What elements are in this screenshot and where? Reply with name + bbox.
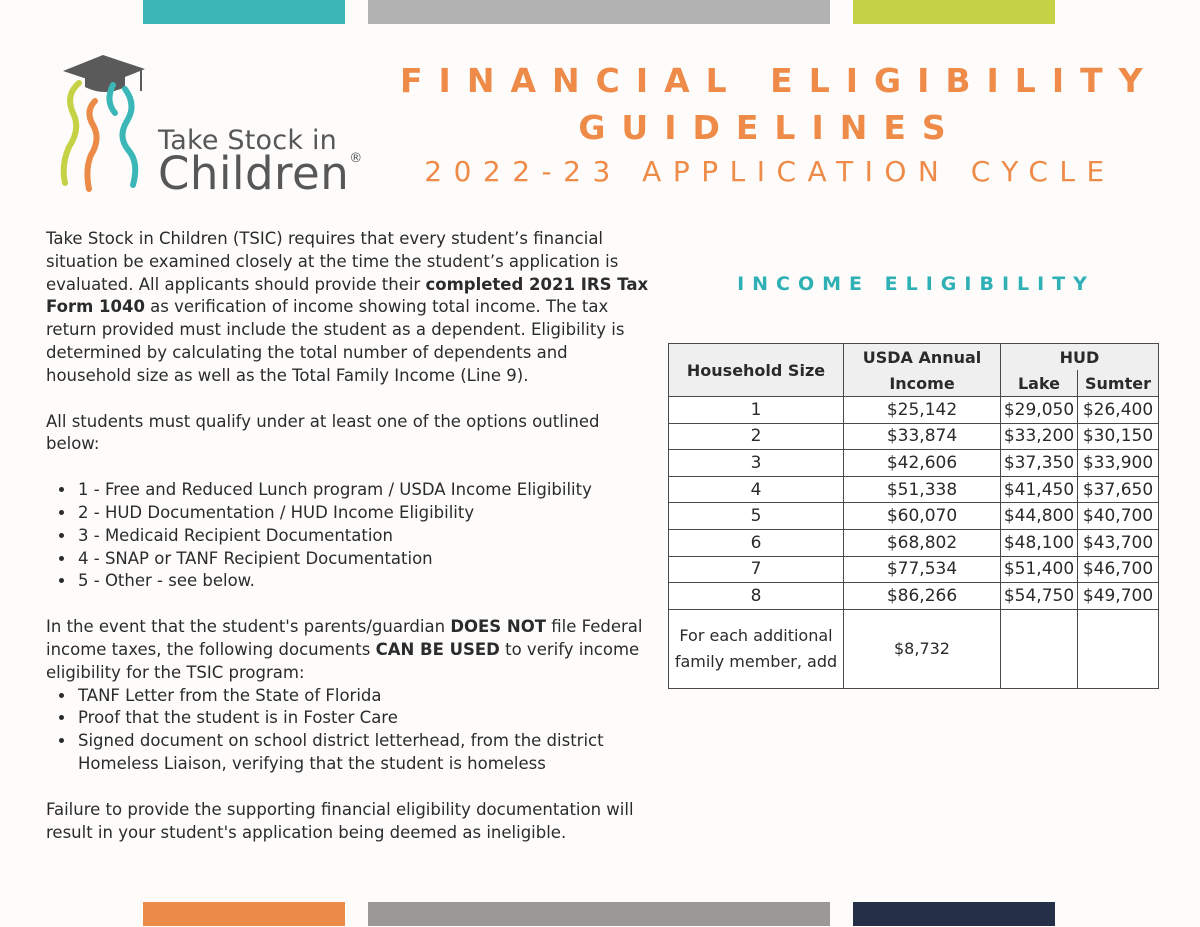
logo-text-line2 <box>158 147 363 200</box>
top-bar-lime <box>853 0 1055 24</box>
cell-size: 7 <box>669 556 844 583</box>
intro-text-a: Take Stock in Children (TSIC) requires that every student’s financial situation be examined closely at the time the student’s application is evaluated. All applicants should provide their <box>46 229 619 294</box>
cell-lake: $29,050 <box>1001 397 1078 424</box>
cell-usda: $86,266 <box>844 583 1001 610</box>
no-taxes-text-a: In the event that the student's parents/guardian <box>46 617 451 637</box>
cell-lake: $37,350 <box>1001 450 1078 477</box>
income-table <box>668 343 1159 689</box>
cell-additional-usda: $8,732 <box>844 609 1001 688</box>
list-item: • Proof that the student is in Foster Care <box>76 707 651 730</box>
header-sumter: Sumter <box>1078 370 1159 397</box>
documents-list <box>46 685 651 776</box>
cell-size: 3 <box>669 450 844 477</box>
header-usda-line2: Income <box>844 370 1001 397</box>
table-row <box>669 583 1159 610</box>
cell-sumter: $37,650 <box>1078 476 1159 503</box>
bottom-bar-orange <box>143 902 345 926</box>
table-row <box>669 423 1159 450</box>
cell-sumter: $33,900 <box>1078 450 1159 477</box>
logo-graphic-icon <box>55 55 165 205</box>
list-item: • 1 - Free and Reduced Lunch program / USDA Income Eligibility <box>76 479 651 502</box>
no-taxes-text-b: file Federal income taxes, the following documents <box>46 617 643 659</box>
cell-usda: $68,802 <box>844 529 1001 556</box>
intro-paragraph <box>46 228 651 388</box>
logo-text-children: Children <box>158 147 350 200</box>
header-usda-line1: USDA Annual <box>844 344 1001 371</box>
table-row <box>669 529 1159 556</box>
cell-lake: $41,450 <box>1001 476 1078 503</box>
cell-additional-sumter <box>1078 609 1159 688</box>
table-row <box>669 450 1159 477</box>
cell-additional-label <box>669 609 844 688</box>
page-title <box>400 61 1159 188</box>
bottom-bar-gray <box>368 902 830 926</box>
additional-label-line2: family member, add <box>674 651 838 671</box>
cell-size: 1 <box>669 397 844 424</box>
cell-size: 2 <box>669 423 844 450</box>
logo <box>55 55 363 205</box>
header-household-size: Household Size <box>669 344 844 397</box>
cell-lake: $48,100 <box>1001 529 1078 556</box>
cell-size: 6 <box>669 529 844 556</box>
cell-size: 4 <box>669 476 844 503</box>
list-item: • TANF Letter from the State of Florida <box>76 685 651 708</box>
cell-usda: $42,606 <box>844 450 1001 477</box>
cell-lake: $51,400 <box>1001 556 1078 583</box>
options-list <box>46 479 651 593</box>
cell-sumter: $26,400 <box>1078 397 1159 424</box>
cell-lake: $44,800 <box>1001 503 1078 530</box>
cell-usda: $51,338 <box>844 476 1001 503</box>
additional-label-line1: For each additional <box>679 625 833 645</box>
title-line2: GUIDELINES <box>578 108 962 147</box>
bottom-bar-navy <box>853 902 1055 926</box>
cell-sumter: $46,700 <box>1078 556 1159 583</box>
cell-sumter: $40,700 <box>1078 503 1159 530</box>
list-item: • 5 - Other - see below. <box>76 570 651 593</box>
table-row <box>669 476 1159 503</box>
table-row <box>669 397 1159 424</box>
cell-size: 8 <box>669 583 844 610</box>
no-taxes-text-c: to verify income eligibility for the TSIC program: <box>46 639 640 682</box>
top-bar-gray <box>368 0 830 24</box>
list-item: • Signed document on school district letterhead, from the district Homeless Liaison, verifying that the student is homeless <box>76 730 651 776</box>
income-eligibility-heading: INCOME ELIGIBILITY <box>737 273 1095 295</box>
list-item: • 3 - Medicaid Recipient Documentation <box>76 525 651 548</box>
no-taxes-bold-1: DOES NOT <box>450 617 547 637</box>
cell-usda: $77,534 <box>844 556 1001 583</box>
cell-usda: $25,142 <box>844 397 1001 424</box>
table-header-row <box>669 344 1159 371</box>
cell-lake: $54,750 <box>1001 583 1078 610</box>
top-bar-teal <box>143 0 345 24</box>
intro-text-bold: completed 2021 IRS Tax Form 1040 <box>46 274 649 317</box>
cell-sumter: $49,700 <box>1078 583 1159 610</box>
list-item: • 2 - HUD Documentation / HUD Income Eligibility <box>76 502 651 525</box>
cell-sumter: $30,150 <box>1078 423 1159 450</box>
logo-text-line1: Take Stock in <box>158 125 337 156</box>
cell-size: 5 <box>669 503 844 530</box>
cell-sumter: $43,700 <box>1078 529 1159 556</box>
list-item: • 4 - SNAP or TANF Recipient Documentation <box>76 548 651 571</box>
header-lake: Lake <box>1001 370 1078 397</box>
registered-mark: ® <box>349 151 363 166</box>
title-line1: FINANCIAL ELIGIBILITY <box>400 61 1159 100</box>
intro-text-b: as verification of income showing total income. The tax return provided must include the student as a dependent. Eligibility is determined by calculating the total number of dependents and household size as well as the Total Family Income (Line 9). <box>46 297 625 385</box>
no-taxes-paragraph <box>46 616 651 684</box>
header-hud: HUD <box>1001 344 1159 371</box>
cell-usda: $33,874 <box>844 423 1001 450</box>
cell-additional-lake <box>1001 609 1078 688</box>
table-row-additional <box>669 609 1159 688</box>
failure-paragraph: Failure to provide the supporting financial eligibility documentation will result in your student's application being deemed as ineligible. <box>46 799 634 842</box>
title-subtitle: 2022-23 APPLICATION CYCLE <box>424 155 1116 188</box>
body-text <box>46 228 651 844</box>
table-row <box>669 556 1159 583</box>
table-row <box>669 503 1159 530</box>
no-taxes-bold-2: CAN BE USED <box>375 639 500 659</box>
cell-usda: $60,070 <box>844 503 1001 530</box>
cell-lake: $33,200 <box>1001 423 1078 450</box>
qualify-paragraph: All students must qualify under at least one of the options outlined below: <box>46 411 600 454</box>
